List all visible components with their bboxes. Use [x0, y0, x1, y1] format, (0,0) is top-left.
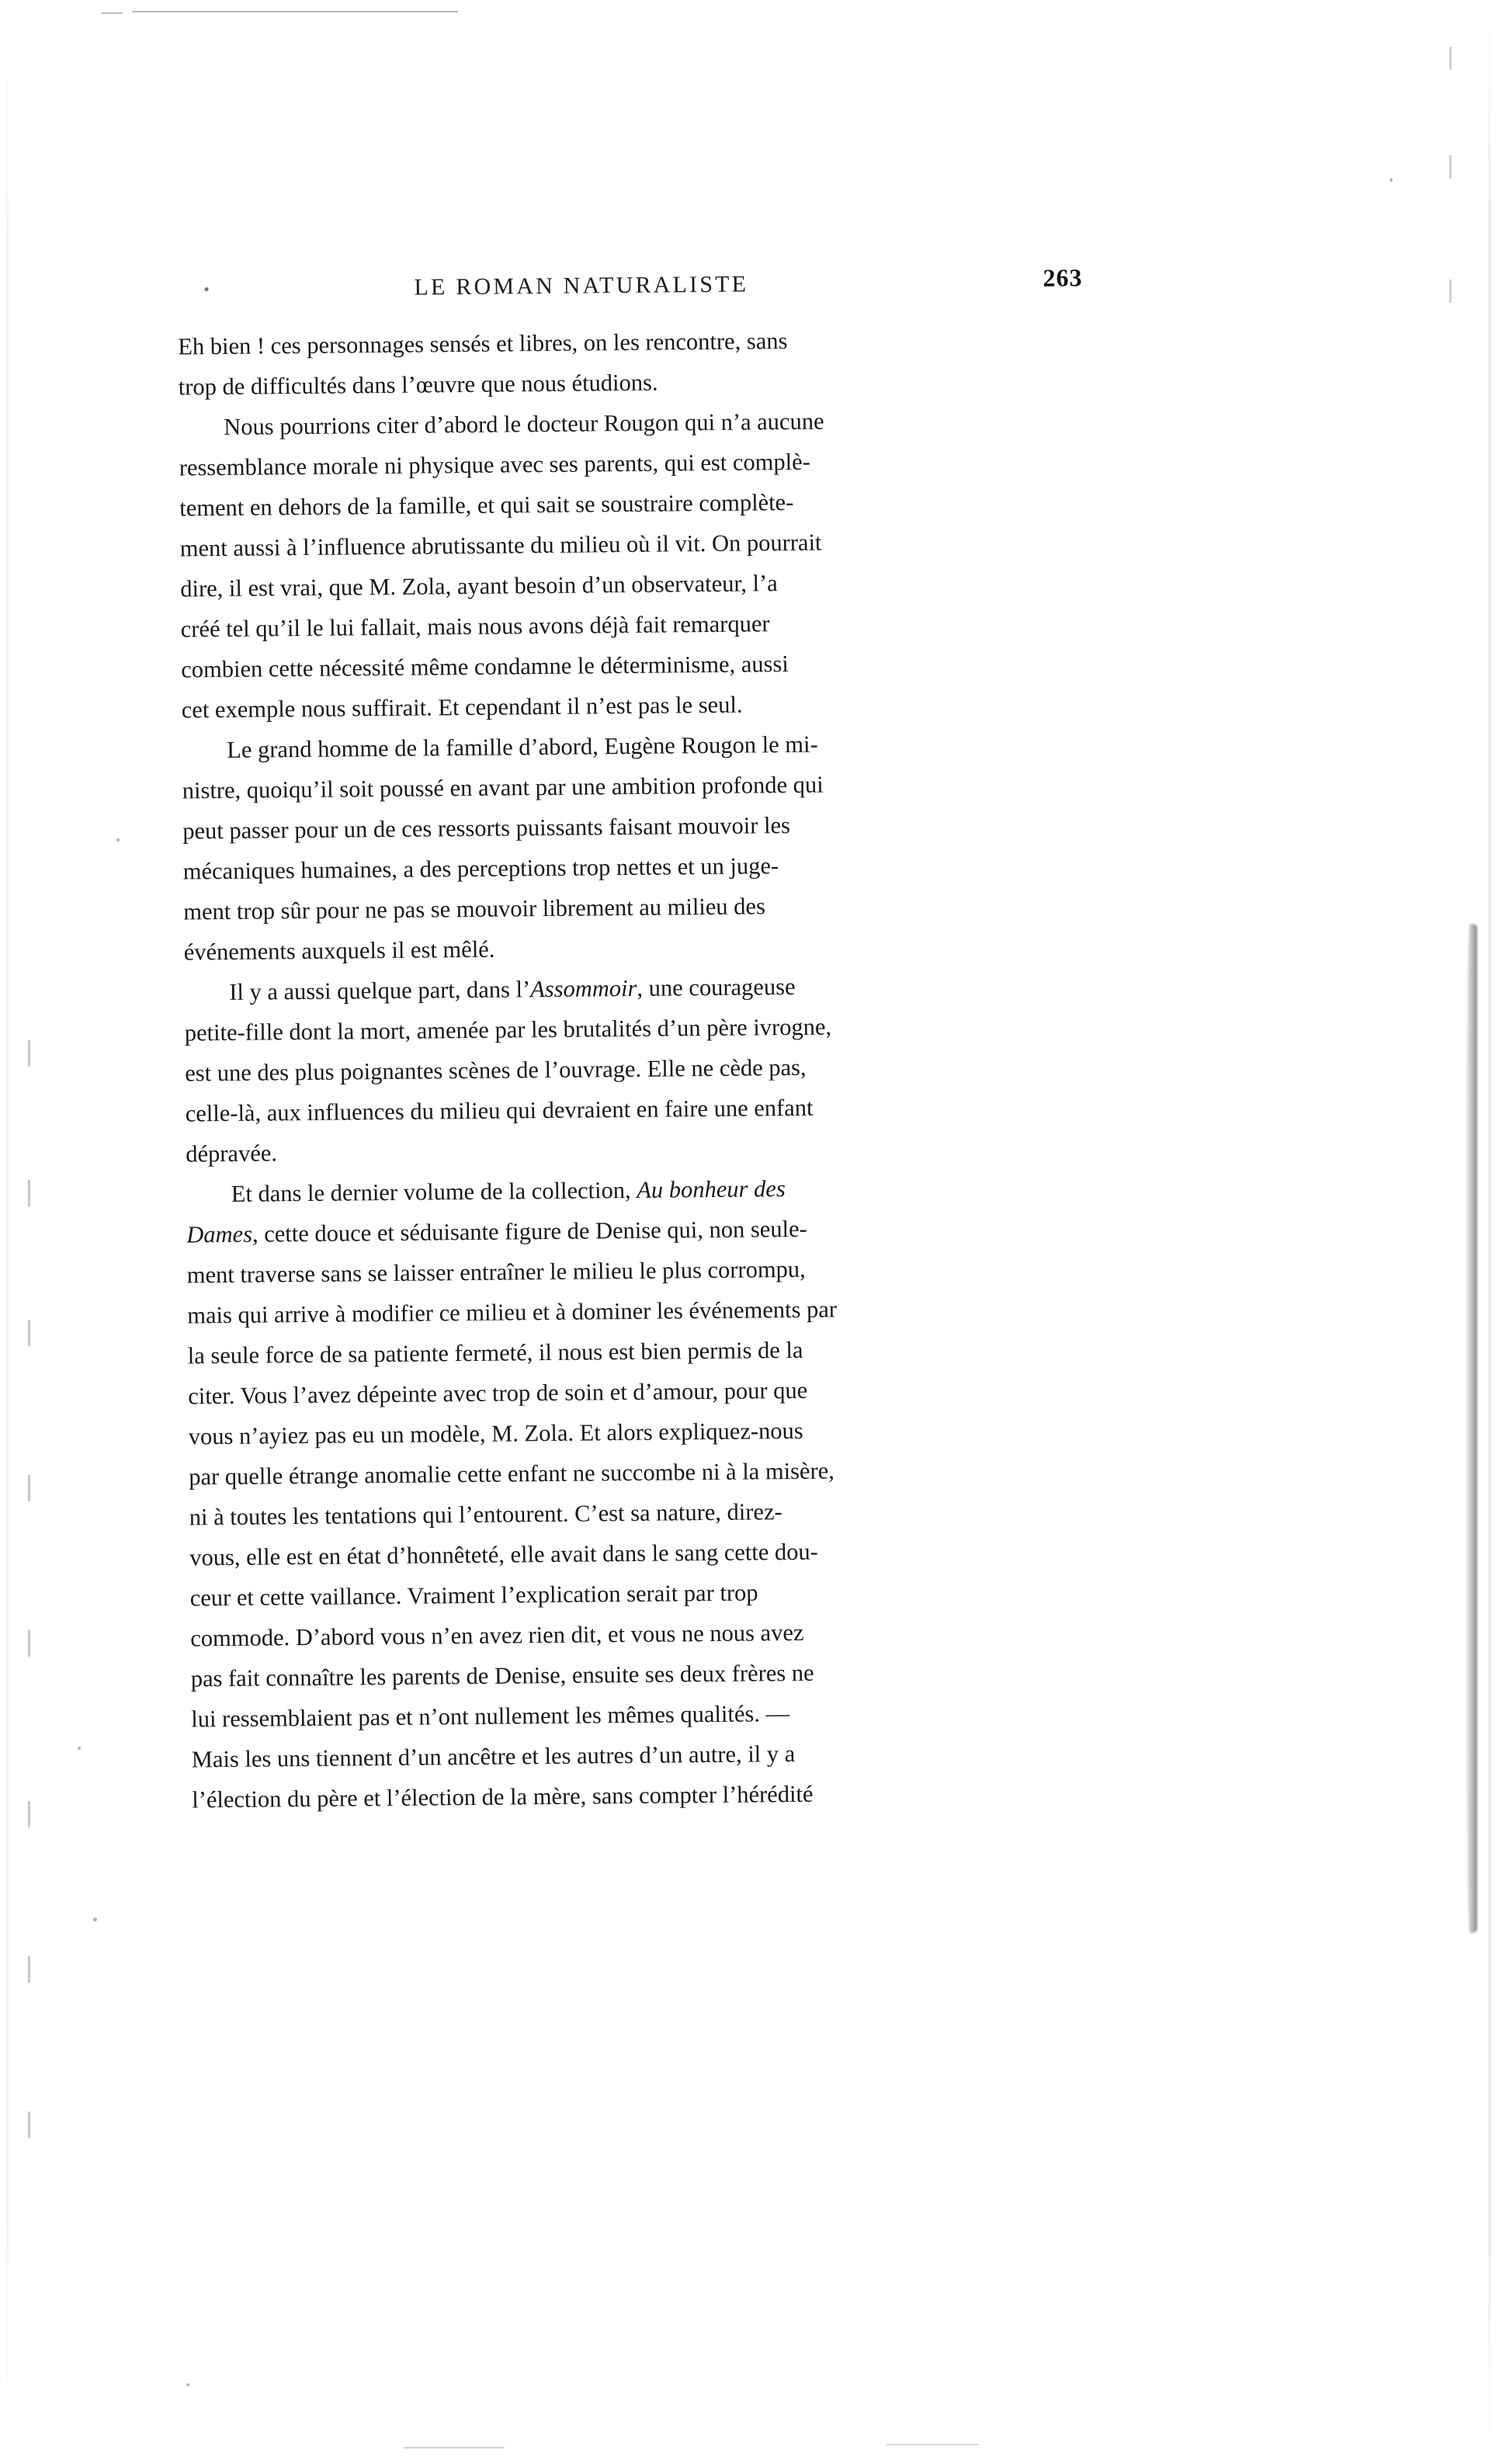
running-head: LE ROMAN NATURALISTE	[414, 271, 749, 300]
text-line: mais qui arrive à modifier ce milieu et à dominer les événements par	[187, 1296, 838, 1329]
text-line: ceur et cette vaillance. Vraiment l’explication serait par trop	[189, 1579, 758, 1612]
text-line-italic-title: Il y a aussi quelque part, dans l’Assommoir, une courageuse	[229, 973, 796, 1005]
page-header	[414, 263, 1112, 301]
text-line: ni à toutes les tentations qui l’entourent. C’est sa nature, direz-	[189, 1498, 782, 1531]
text-line: la seule force de sa patiente fermeté, il nous est bien permis de la	[187, 1336, 803, 1369]
header-speck	[205, 287, 209, 291]
text-line: l’élection du père et l’élection de la mère, sans compter l’hérédité	[192, 1780, 814, 1813]
text-line: commode. D’abord vous n’en avez rien dit, et vous ne nous avez	[190, 1619, 804, 1652]
book-title: Assommoir	[530, 974, 637, 1003]
text-line: mécaniques humaines, a des perceptions trop nettes et un juge-	[182, 852, 779, 885]
body-text	[178, 326, 1154, 1829]
text-line: est une des plus poignantes scènes de l’ouvrage. Elle ne cède pas,	[185, 1053, 807, 1087]
text-line: celle-là, aux influences du milieu qui devraient en faire une enfant	[185, 1094, 814, 1127]
text-line: ressemblance morale ni physique avec ses parents, qui est complè-	[179, 448, 810, 481]
text-line: petite-fille dont la mort, amenée par les brutalités d’un père ivrogne,	[184, 1013, 832, 1046]
page-number: 263	[1043, 263, 1083, 292]
text-line: cet exemple nous suffirait. Et cependant il n’est pas le seul.	[181, 691, 743, 724]
text-line: ment traverse sans se laisser entraîner le milieu le plus corrompu,	[186, 1255, 806, 1289]
text-line: ment aussi à l’influence abrutissante du milieu où il vit. On pourrait	[179, 529, 822, 562]
text-line: ment trop sûr pour ne pas se mouvoir librement au milieu des	[183, 893, 766, 925]
text-line: pas fait connaître les parents de Denise, ensuite ses deux frères ne	[190, 1659, 814, 1692]
text-line: nistre, quoiqu’il soit poussé en avant par une ambition profonde qui	[182, 771, 824, 804]
text-line: Eh bien ! ces personnages sensés et libres, on les rencontre, sans	[178, 327, 788, 360]
text-line: par quelle étrange anomalie cette enfant ne succombe ni à la misère,	[189, 1457, 835, 1491]
text-line: événements auxquels il est mêlé.	[183, 935, 495, 966]
text-line: vous, elle est en état d’honnêteté, elle avait dans le sang cette dou-	[189, 1538, 819, 1571]
text-line: vous n’ayiez pas eu un modèle, M. Zola. Et alors expliquez-nous	[188, 1417, 803, 1450]
text-line: créé tel qu’il le lui fallait, mais nous avons déjà fait remarquer	[180, 610, 770, 643]
text-line: dépravée.	[186, 1140, 278, 1168]
text-line-italic-title: Dames, cette douce et séduisante figure de Denise qui, non seule-	[186, 1215, 807, 1248]
text-line: lui ressemblaient pas et n’ont nullement les mêmes qualités. —	[191, 1700, 790, 1733]
text-line: Le grand homme de la famille d’abord, Eugène Rougon le mi-	[227, 731, 818, 763]
text-line: dire, il est vrai, que M. Zola, ayant besoin d’un observateur, l’a	[180, 570, 778, 602]
book-title: Dames	[186, 1220, 253, 1248]
text-line: peut passer pour un de ces ressorts puissants faisant mouvoir les	[182, 811, 791, 845]
text-line: tement en dehors de la famille, et qui sait se soustraire complète-	[179, 488, 794, 522]
book-title: Au bonheur des	[637, 1175, 786, 1203]
text-line: combien cette nécessité même condamne le déterminisme, aussi	[181, 650, 789, 683]
text-line: citer. Vous l’avez dépeinte avec trop de soin et d’amour, pour que	[188, 1376, 808, 1410]
text-line: Mais les uns tiennent d’un ancêtre et les autres d’un autre, il y a	[191, 1740, 796, 1773]
text-line: Nous pourrions citer d’abord le docteur Rougon qui n’a aucune	[224, 408, 824, 440]
text-line: trop de difficultés dans l’œuvre que nous étudions.	[178, 369, 658, 401]
text-line-italic-title: Et dans le dernier volume de la collection, Au bonheur des	[231, 1175, 786, 1207]
